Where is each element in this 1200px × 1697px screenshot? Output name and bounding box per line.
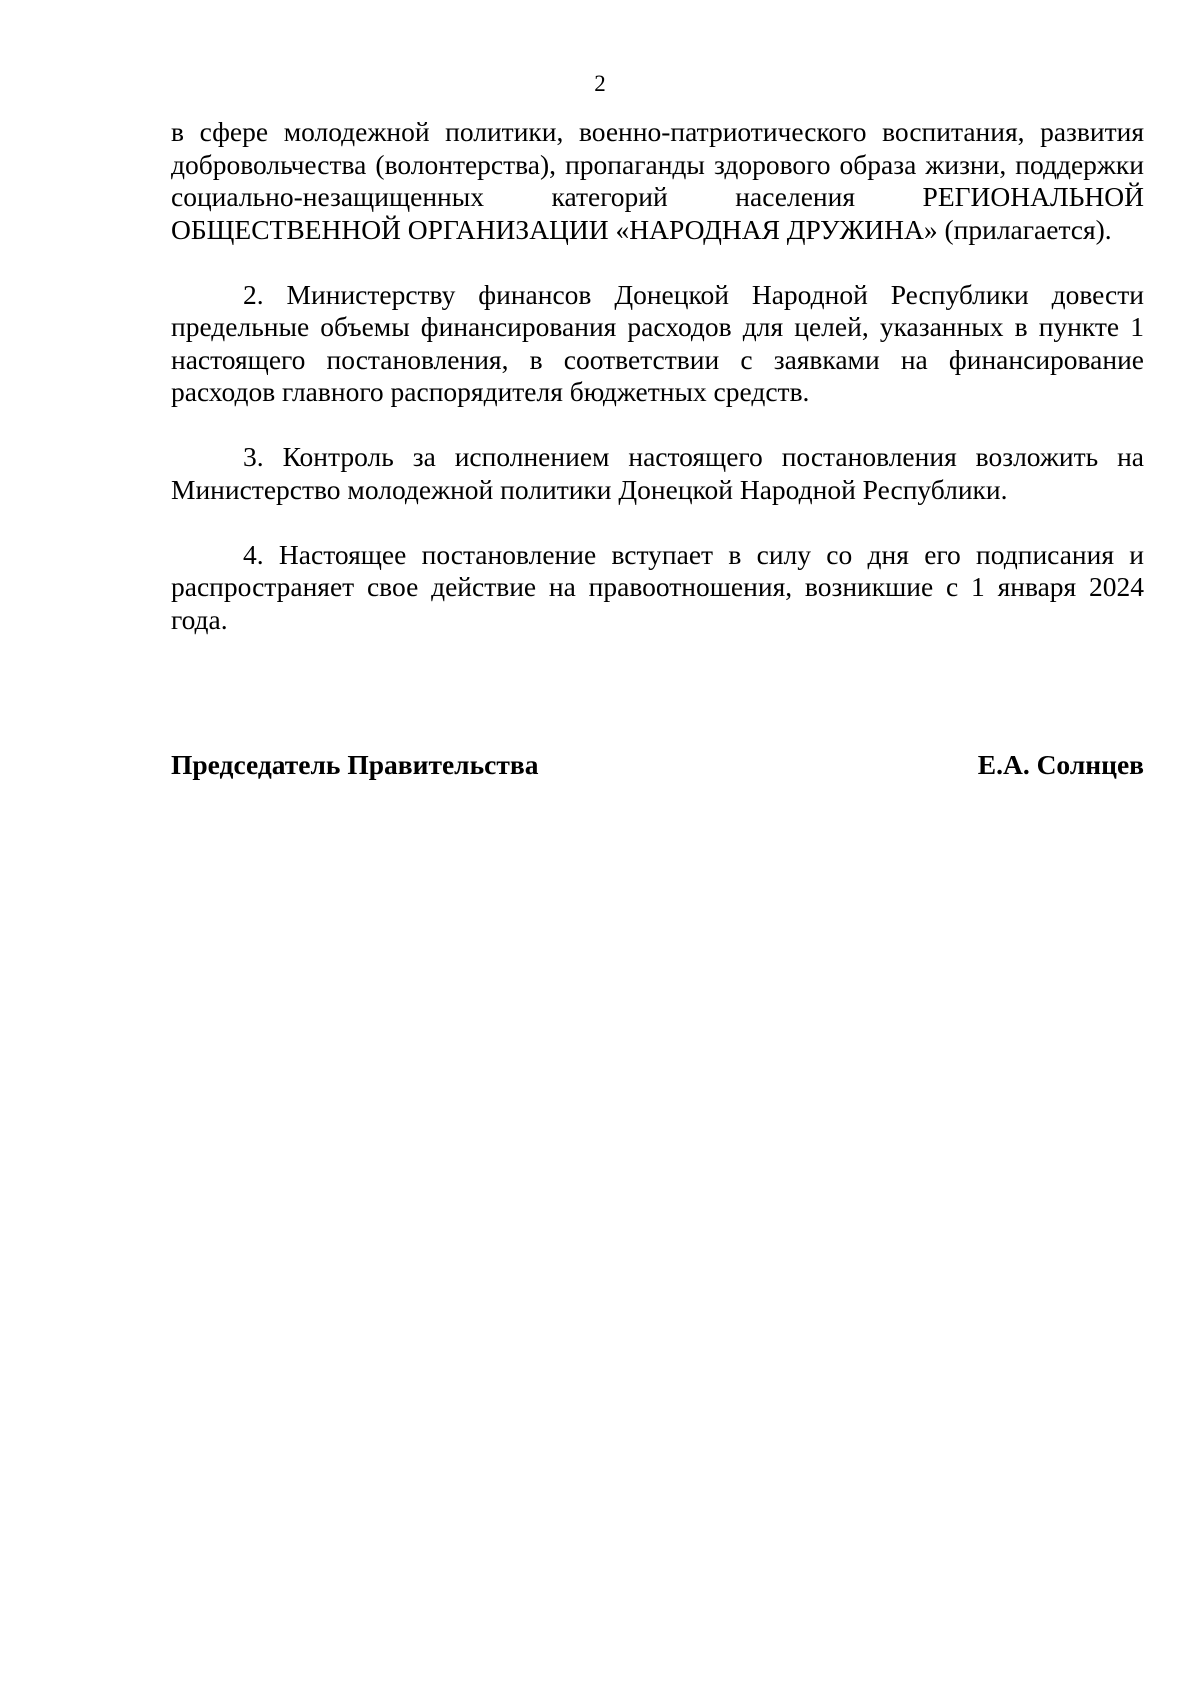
document-body (171, 116, 1144, 669)
signatory-name: Е.А. Солнцев (977, 749, 1144, 780)
paragraph-item-2: 2. Министерству финансов Донецкой Народной Республики довести предельные объемы финансирования расходов для целей, указанных в пункте 1 настоящего постановления, в соответствии с заявками на финансирование расходов главного распорядителя бюджетных средств. (171, 278, 1144, 407)
paragraph-item-3: 3. Контроль за исполнением настоящего постановления возложить на Министерство молодежной политики Донецкой Народной Республики. (171, 441, 1144, 505)
page-number: 2 (594, 71, 606, 96)
paragraph-continuation: в сфере молодежной политики, военно-патриотического воспитания, развития добровольчества (волонтерства), пропаганды здорового образа жизни, поддержки социально-незащищенных категорий населения РЕГИОНАЛЬНОЙ ОБЩЕСТВЕННОЙ ОРГАНИЗАЦИИ «НАРОДНАЯ ДРУЖИНА» (прилагается). (171, 116, 1144, 245)
paragraph-item-4: 4. Настоящее постановление вступает в силу со дня его подписания и распространяет свое действие на правоотношения, возникшие с 1 января 2024 года. (171, 538, 1144, 635)
signatory-position: Председатель Правительства (171, 749, 539, 780)
signature-block (171, 749, 1144, 781)
